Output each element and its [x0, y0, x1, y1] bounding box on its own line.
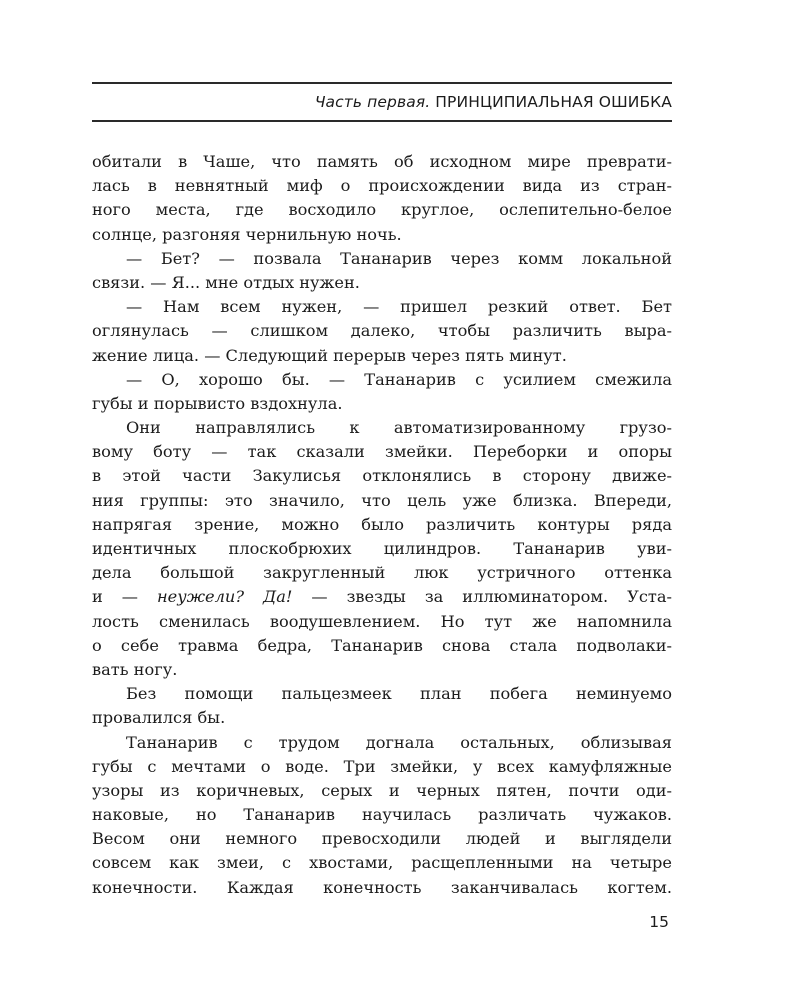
header-rule-top [92, 82, 672, 84]
page-number: 15 [649, 913, 669, 931]
text-line: совсем как змеи, с хвостами, расщепленными на четыре [92, 853, 672, 873]
text-line: ного места, где восходило круглое, ослепительно-белое [92, 200, 672, 220]
text-line: Без помощи пальцезмеек план побега неминуемо [126, 684, 672, 704]
text-line: наковые, но Тананарив научилась различать чужаков. [92, 805, 672, 825]
text-line: идентичных плоскобрюхих цилиндров. Тананарив уви- [92, 539, 672, 558]
header-rule-bottom [92, 120, 672, 122]
text-line: о себе травма бедра, Тананарив снова стала подволаки- [92, 635, 672, 655]
text-line: вать ногу. [92, 659, 178, 679]
text-line: лость сменилась воодушевлением. Но тут же напомнила [92, 611, 672, 631]
text-line: дела большой закругленный люк устричного оттенка [92, 563, 672, 583]
text-line: в этой части Закулисья отклонялись в сторону движе- [92, 466, 672, 486]
text-line: — О, хорошо бы. — Тананарив с усилием смежила [126, 369, 672, 389]
text-line: обитали в Чаше, что память об исходном мире преврати- [92, 152, 672, 171]
text-line: ния группы: это значило, что цель уже близка. Впереди, [92, 490, 672, 510]
text-line: Тананарив с трудом догнала остальных, облизывая [126, 732, 672, 752]
text-line: провалился бы. [92, 708, 226, 728]
body-text [92, 150, 672, 900]
text-line: связи. — Я... мне отдых нужен. [92, 272, 360, 292]
text-line: жение лица. — Следующий перерыв через пять минут. [92, 345, 567, 365]
text-line: — Нам всем нужен, — пришел резкий ответ. Бет [126, 297, 672, 317]
text-line: оглянулась — слишком далеко, чтобы различить выра- [92, 321, 672, 341]
text-line: и — неужели? Да! — звезды за иллюминатором. Уста- [92, 587, 672, 607]
text-line: Весом они немного превосходили людей и выглядели [92, 829, 672, 849]
text-line: узоры из коричневых, серых и черных пятен, почти оди- [92, 780, 672, 800]
text-line: губы с мечтами о воде. Три змейки, у всех камуфляжные [92, 756, 672, 776]
running-head-section: Часть первая. [314, 93, 431, 111]
running-head-title: ПРИНЦИПИАЛЬНАЯ ОШИБКА [435, 93, 672, 111]
text-line: лась в невнятный миф о происхождении вида из стран- [92, 176, 672, 196]
text-line: напрягая зрение, можно было различить контуры ряда [92, 514, 672, 534]
running-head [315, 90, 672, 114]
text-line: Они направлялись к автоматизированному грузо- [126, 418, 672, 438]
text-line: губы и порывисто вздохнула. [92, 393, 343, 413]
text-line: конечности. Каждая конечность заканчивалась когтем. [92, 877, 672, 897]
text-line: вому боту — так сказали змейки. Переборки и опоры [92, 442, 672, 462]
text-line: солнце, разгоняя чернильную ночь. [92, 224, 402, 244]
text-line: — Бет? — позвала Тананарив через комм локальной [126, 248, 672, 268]
